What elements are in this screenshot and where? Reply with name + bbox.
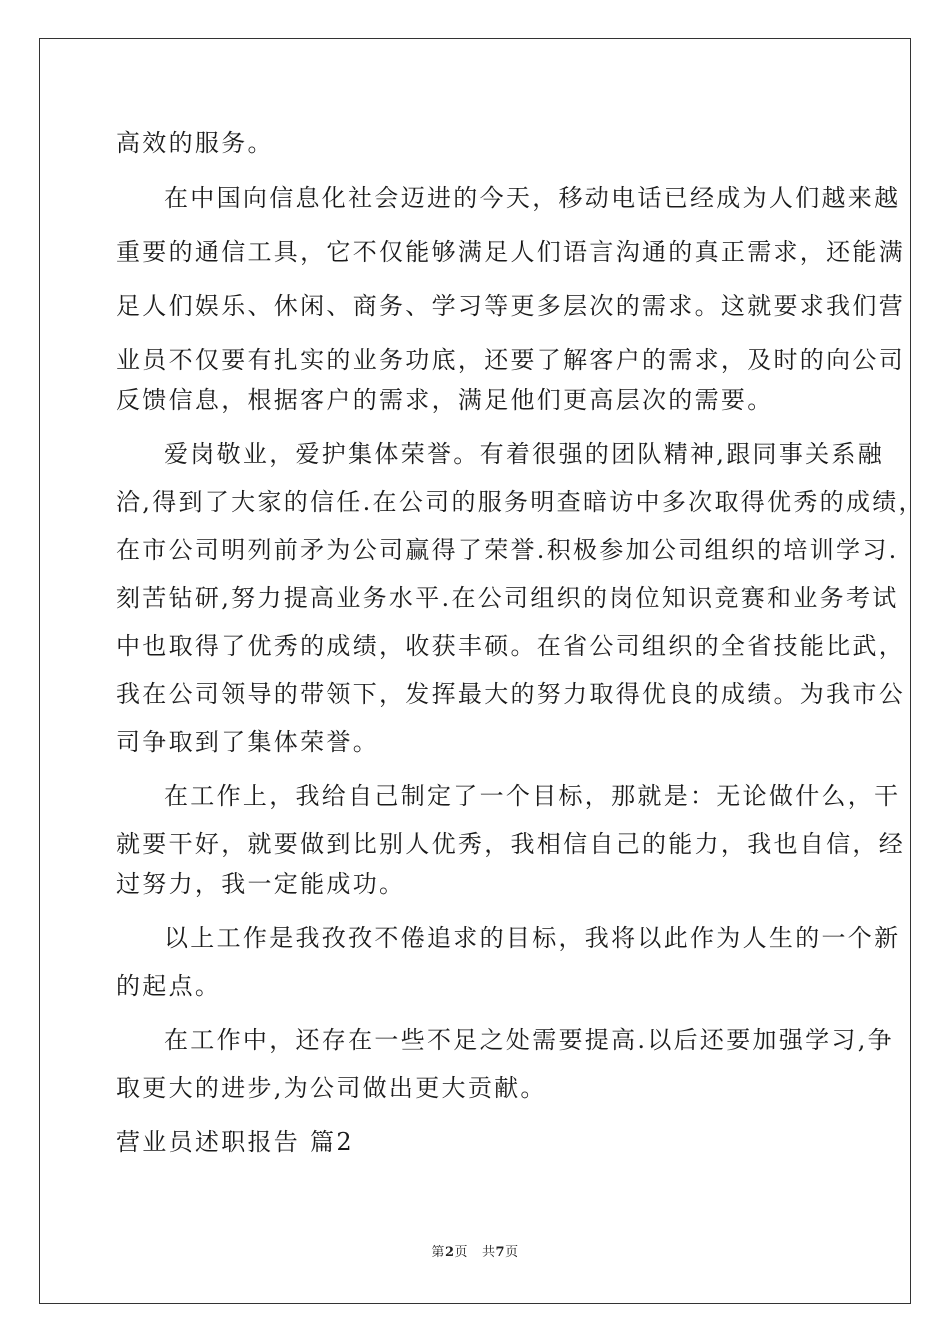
text-line: 取更大的进步,为公司做出更大贡献。 <box>116 1074 547 1102</box>
text-line: 就要干好，就要做到比别人优秀，我相信自己的能力，我也自信，经 <box>116 830 905 858</box>
page-footer <box>0 1244 950 1262</box>
total-pages: 7 <box>495 1245 506 1260</box>
paragraph-first-line: 在工作中，还存在一些不足之处需要提高.以后还要加强学习,争 <box>164 1026 894 1054</box>
text-line: 反馈信息，根据客户的需求，满足他们更高层次的需要。 <box>116 386 774 414</box>
page-suffix: 页 <box>454 1245 468 1260</box>
text-line: 司争取到了集体荣誉。 <box>116 728 379 756</box>
text-line: 洽,得到了大家的信任.在公司的服务明查暗访中多次取得优秀的成绩， <box>116 488 925 516</box>
text-line: 在市公司明列前矛为公司赢得了荣誉.积极参加公司组织的培训学习. <box>116 536 899 564</box>
page-number: 2 <box>444 1245 455 1260</box>
paragraph-first-line: 在中国向信息化社会迈进的今天，移动电话已经成为人们越来越 <box>164 184 901 212</box>
paragraph-first-line: 爱岗敬业，爱护集体荣誉。有着很强的团队精神,跟同事关系融 <box>164 440 885 468</box>
text-line: 重要的通信工具，它不仅能够满足人们语言沟通的真正需求，还能满 <box>116 238 905 266</box>
section-heading: 营业员述职报告 篇2 <box>116 1128 354 1156</box>
page-border <box>39 38 911 1304</box>
text-line: 足人们娱乐、休闲、商务、学习等更多层次的需求。这就要求我们营 <box>116 292 905 320</box>
text-line: 刻苦钻研,努力提高业务水平.在公司组织的岗位知识竞赛和业务考试 <box>116 584 899 612</box>
text-line: 的起点。 <box>116 972 222 1000</box>
text-line: 业员不仅要有扎实的业务功底，还要了解客户的需求，及时的向公司 <box>116 346 905 374</box>
paragraph-first-line: 以上工作是我孜孜不倦追求的目标，我将以此作为人生的一个新 <box>164 924 901 952</box>
paragraph-first-line: 在工作上，我给自己制定了一个目标，那就是：无论做什么，干 <box>164 782 901 810</box>
total-prefix: 共 <box>482 1245 496 1260</box>
text-line: 中也取得了优秀的成绩，收获丰硕。在省公司组织的全省技能比武， <box>116 632 905 660</box>
text-line: 我在公司领导的带领下，发挥最大的努力取得优良的成绩。为我市公 <box>116 680 905 708</box>
page-prefix: 第 <box>431 1245 445 1260</box>
text-line: 高效的服务。 <box>116 129 274 157</box>
text-line: 过努力，我一定能成功。 <box>116 870 406 898</box>
total-suffix: 页 <box>505 1245 519 1260</box>
